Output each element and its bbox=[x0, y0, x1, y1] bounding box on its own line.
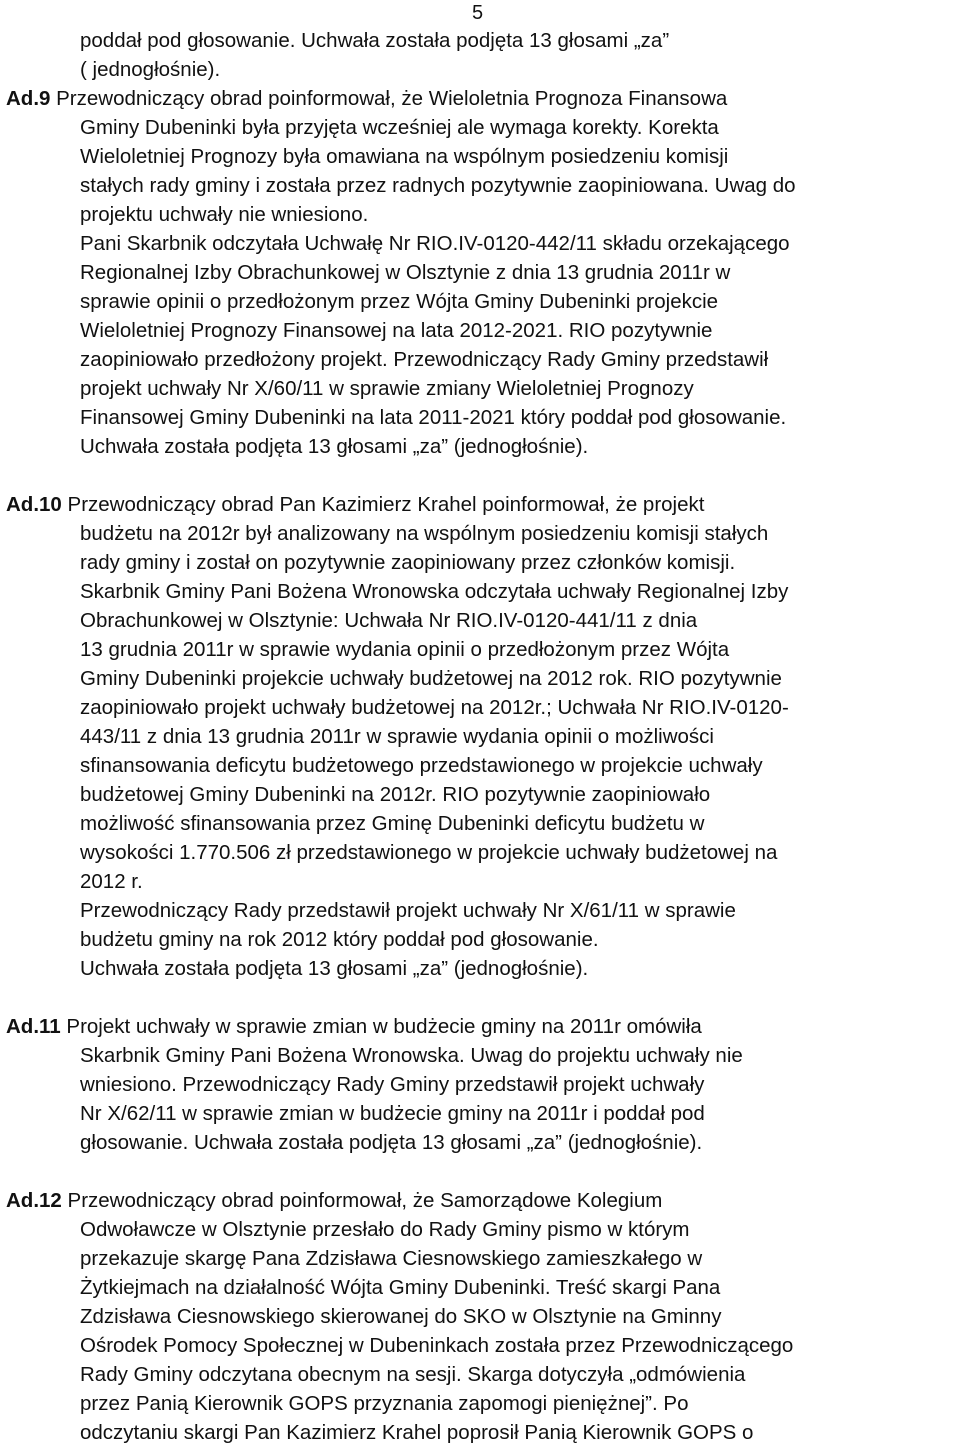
text-line bbox=[80, 637, 729, 663]
agenda-item-label: Ad.11 bbox=[6, 1015, 61, 1038]
line-text: możliwość sfinansowania przez Gminę Dubeninki deficytu budżetu w bbox=[80, 812, 705, 835]
text-line bbox=[80, 434, 588, 460]
text-line bbox=[80, 666, 782, 692]
line-text: 2012 r. bbox=[80, 870, 143, 893]
text-line bbox=[80, 289, 718, 315]
line-text: przez Panią Kierownik GOPS przyznania zapomogi pieniężnej”. Po bbox=[80, 1392, 689, 1415]
text-line bbox=[80, 231, 790, 257]
text-line bbox=[80, 1130, 702, 1156]
line-text: głosowanie. Uchwała została podjęta 13 głosami „za” (jednogłośnie). bbox=[80, 1131, 703, 1154]
text-line bbox=[80, 1391, 688, 1417]
text-line bbox=[80, 550, 735, 576]
line-text: budżetu na 2012r był analizowany na wspólnym posiedzeniu komisji stałych bbox=[80, 522, 769, 545]
line-text: odczytaniu skargi Pan Kazimierz Krahel poprosił Panią Kierownik GOPS o bbox=[80, 1421, 754, 1444]
agenda-item-label: Ad.9 bbox=[6, 87, 51, 110]
text-line bbox=[80, 956, 588, 982]
line-text: Gminy Dubeninki projekcie uchwały budżetowej na 2012 rok. RIO pozytywnie bbox=[80, 667, 782, 690]
line-text: Przewodniczący obrad Pan Kazimierz Krahel poinformował, że projekt bbox=[61, 493, 705, 516]
line-text: wniesiono. Przewodniczący Rady Gminy przedstawił projekt uchwały bbox=[80, 1073, 705, 1096]
line-text: Gminy Dubeninki była przyjęta wcześniej ale wymaga korekty. Korekta bbox=[80, 116, 719, 139]
line-text: Uchwała została podjęta 13 głosami „za” (jednogłośnie). bbox=[80, 957, 589, 980]
text-line bbox=[80, 1246, 702, 1272]
line-text: zaopiniowało przedłożony projekt. Przewodniczący Rady Gminy przedstawił bbox=[80, 348, 769, 371]
line-text: poddał pod głosowanie. Uchwała została podjęta 13 głosami „za” bbox=[80, 29, 670, 52]
line-text: Skarbnik Gminy Pani Bożena Wronowska odczytała uchwały Regionalnej Izby bbox=[80, 580, 789, 603]
text-line bbox=[80, 318, 712, 344]
line-text: Regionalnej Izby Obrachunkowej w Olsztynie z dnia 13 grudnia 2011r w bbox=[80, 261, 731, 284]
line-text: Pani Skarbnik odczytała Uchwałę Nr RIO.IV-0120-442/11 składu orzekającego bbox=[80, 232, 790, 255]
line-text: wysokości 1.770.506 zł przedstawionego w projekcie uchwały budżetowej na bbox=[80, 841, 778, 864]
text-line bbox=[80, 347, 768, 373]
line-text: Zdzisława Ciesnowskiego skierowanej do SKO w Olsztynie na Gminny bbox=[80, 1305, 722, 1328]
line-text: Skarbnik Gminy Pani Bożena Wronowska. Uwag do projektu uchwały nie bbox=[80, 1044, 743, 1067]
text-line bbox=[80, 869, 143, 895]
text-line bbox=[80, 695, 789, 721]
line-text: budżetu gminy na rok 2012 który poddał pod głosowanie. bbox=[80, 928, 599, 951]
text-line bbox=[80, 811, 704, 837]
line-text: Wieloletniej Prognozy była omawiana na wspólnym posiedzeniu komisji bbox=[80, 145, 729, 168]
text-line bbox=[6, 86, 727, 112]
line-text: Uchwała została podjęta 13 głosami „za” (jednogłośnie). bbox=[80, 435, 589, 458]
text-line bbox=[80, 57, 220, 83]
line-text: projekt uchwały Nr X/60/11 w sprawie zmiany Wieloletniej Prognozy bbox=[80, 377, 694, 400]
text-line bbox=[80, 840, 777, 866]
line-text: Przewodniczący Rady przedstawił projekt uchwały Nr X/61/11 w sprawie bbox=[80, 899, 736, 922]
agenda-item-label: Ad.10 bbox=[6, 493, 62, 516]
text-line bbox=[80, 927, 599, 953]
text-line bbox=[80, 1275, 720, 1301]
line-text: rady gminy i został on pozytywnie zaopiniowany przez członków komisji. bbox=[80, 551, 736, 574]
page-number: 5 bbox=[472, 2, 484, 24]
line-text: zaopiniowało projekt uchwały budżetowej na 2012r.; Uchwała Nr RIO.IV-0120- bbox=[80, 696, 789, 719]
text-line bbox=[80, 376, 694, 402]
line-text: Żytkiejmach na działalność Wójta Gminy Dubeninki. Treść skargi Pana bbox=[80, 1276, 721, 1299]
line-text: przekazuje skargę Pana Zdzisława Ciesnowskiego zamieszkałego w bbox=[80, 1247, 703, 1270]
line-text: 443/11 z dnia 13 grudnia 2011r w sprawie wydania opinii o możliwości bbox=[80, 725, 714, 748]
line-text: Rady Gminy odczytana obecnym na sesji. Skarga dotyczyła „odmówienia bbox=[80, 1363, 746, 1386]
line-text: Wieloletniej Prognozy Finansowej na lata 2012-2021. RIO pozytywnie bbox=[80, 319, 713, 342]
line-text: Odwoławcze w Olsztynie przesłało do Rady Gminy pismo w którym bbox=[80, 1218, 690, 1241]
text-line bbox=[80, 724, 714, 750]
text-line bbox=[80, 115, 719, 141]
text-line bbox=[80, 579, 788, 605]
text-line bbox=[80, 1217, 690, 1243]
text-line bbox=[80, 753, 763, 779]
text-line bbox=[80, 1101, 705, 1127]
text-line bbox=[80, 1420, 753, 1446]
text-line bbox=[80, 1072, 704, 1098]
text-line bbox=[80, 1304, 721, 1330]
text-line bbox=[80, 260, 730, 286]
line-text: Finansowej Gminy Dubeninki na lata 2011-2021 który poddał pod głosowanie. bbox=[80, 406, 787, 429]
text-line bbox=[80, 1362, 745, 1388]
line-text: stałych rady gminy i została przez radnych pozytywnie zaopiniowana. Uwag do bbox=[80, 174, 796, 197]
agenda-item-label: Ad.12 bbox=[6, 1189, 62, 1212]
line-text: Ośrodek Pomocy Społecznej w Dubeninkach została przez Przewodniczącego bbox=[80, 1334, 794, 1357]
text-line bbox=[80, 521, 768, 547]
text-line bbox=[6, 492, 704, 518]
line-text: 13 grudnia 2011r w sprawie wydania opinii o przedłożonym przez Wójta bbox=[80, 638, 730, 661]
line-text: projektu uchwały nie wniesiono. bbox=[80, 203, 369, 226]
text-line bbox=[80, 1043, 743, 1069]
line-text: Obrachunkowej w Olsztynie: Uchwała Nr RIO.IV-0120-441/11 z dnia bbox=[80, 609, 698, 632]
text-line bbox=[80, 898, 736, 924]
text-line bbox=[6, 1014, 702, 1040]
text-line bbox=[80, 173, 796, 199]
line-text: budżetowej Gminy Dubeninki na 2012r. RIO pozytywnie zaopiniowało bbox=[80, 783, 711, 806]
text-line bbox=[6, 1188, 662, 1214]
line-text: sfinansowania deficytu budżetowego przedstawionego w projekcie uchwały bbox=[80, 754, 763, 777]
line-text: sprawie opinii o przedłożonym przez Wójta Gminy Dubeninki projekcie bbox=[80, 290, 719, 313]
text-line bbox=[80, 202, 368, 228]
text-line bbox=[80, 28, 669, 54]
text-line bbox=[80, 608, 697, 634]
line-text: ( jednogłośnie). bbox=[80, 58, 221, 81]
line-text: Przewodniczący obrad poinformował, że Samorządowe Kolegium bbox=[61, 1189, 663, 1212]
line-text: Przewodniczący obrad poinformował, że Wieloletnia Prognoza Finansowa bbox=[50, 87, 728, 110]
text-line bbox=[80, 1333, 793, 1359]
line-text: Nr X/62/11 w sprawie zmian w budżecie gminy na 2011r i poddał pod bbox=[80, 1102, 705, 1125]
text-line bbox=[80, 144, 728, 170]
line-text: Projekt uchwały w sprawie zmian w budżecie gminy na 2011r omówiła bbox=[60, 1015, 702, 1038]
text-line bbox=[80, 782, 710, 808]
text-line bbox=[80, 405, 786, 431]
